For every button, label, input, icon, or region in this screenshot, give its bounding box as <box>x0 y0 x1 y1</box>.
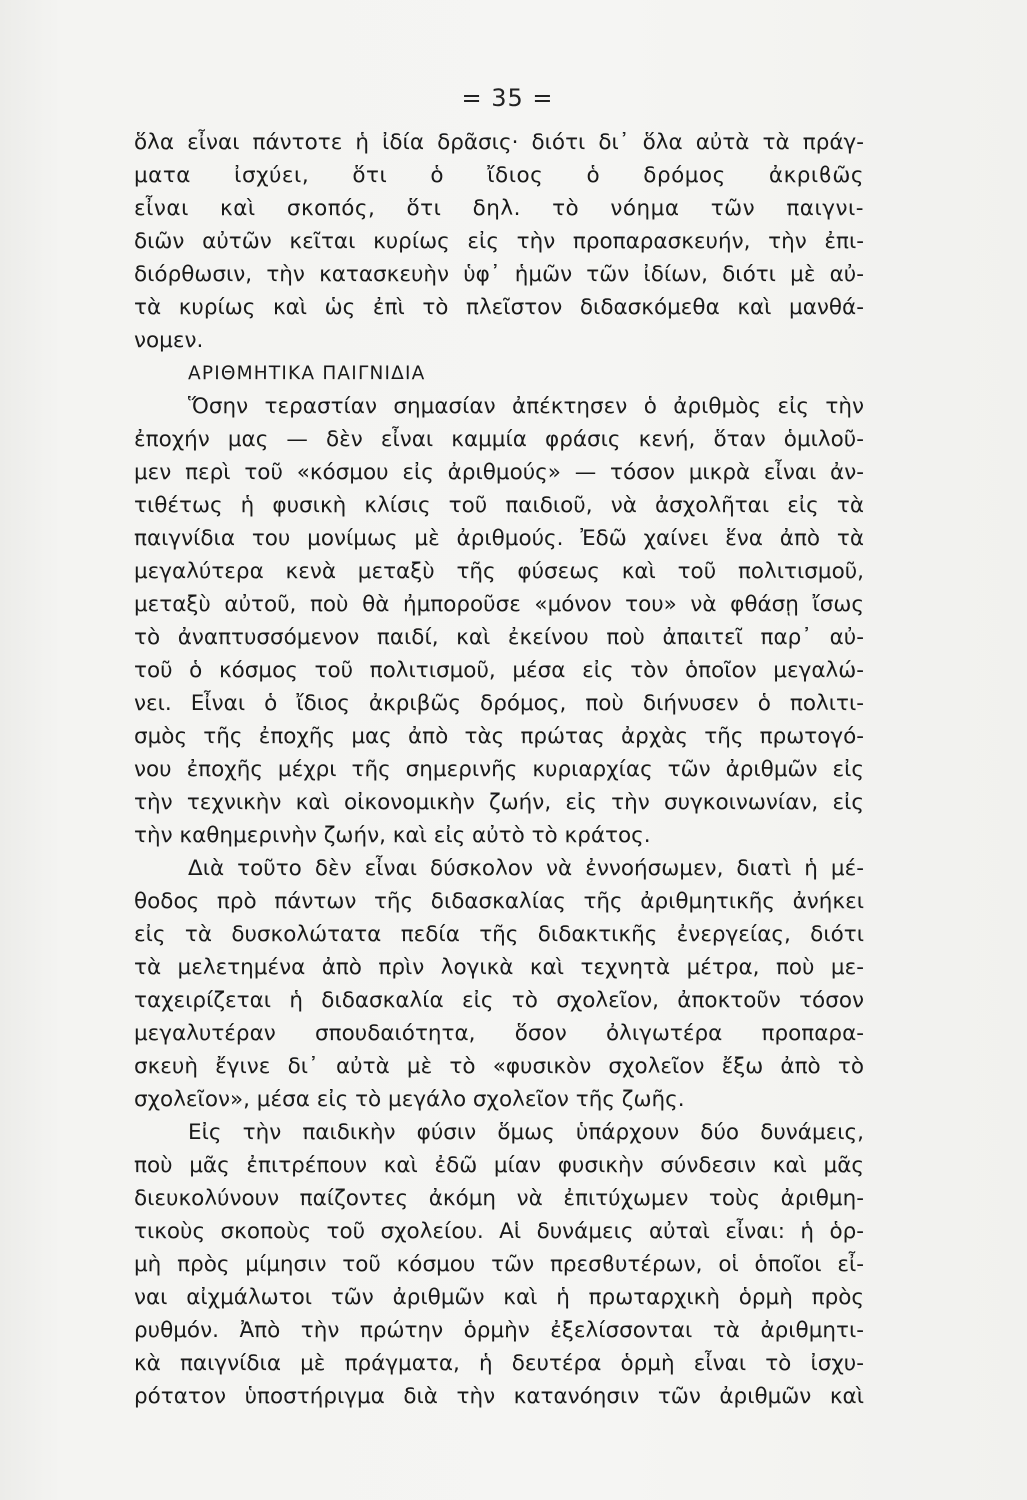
text-line: νου ἐποχῆς μέχρι τῆς σημερινῆς κυριαρχίας τῶν ἀριθμῶν εἰς <box>134 757 864 782</box>
text-line: τιθέτως ἡ φυσικὴ κλίσις τοῦ παιδιοῦ, νὰ ἀσχολῆται εἰς τὰ <box>134 493 864 518</box>
text-line: παιγνίδια του μονίμως μὲ ἀριθμούς. Ἐδῶ χαίνει ἕνα ἀπὸ τὰ <box>134 526 864 551</box>
text-line: σκευὴ ἔγινε δι᾽ αὐτὰ μὲ τὸ «φυσικὸν σχολεῖον ἔξω ἀπὸ τὸ <box>134 1054 864 1079</box>
text-line: διῶν αὐτῶν κεῖται κυρίως εἰς τὴν προπαρασκευήν, τὴν ἐπι- <box>134 229 864 254</box>
section-heading: ΑΡΙΘΜΗΤΙΚΑ ΠΑΙΓΝΙΔΙΑ <box>188 363 426 384</box>
text-line: ματα ἰσχύει, ὅτι ὁ ἴδιος ὁ δρόμος ἀκριϐῶς <box>134 163 864 188</box>
text-line: ρυθμόν. Ἀπὸ τὴν πρώτην ὁρμὴν ἐξελίσσονται τὰ ἀριθμητι- <box>134 1318 864 1343</box>
text-line: τὴν καθημερινὴν ζωήν, καὶ εἰς αὐτὸ τὸ κράτος. <box>134 823 651 848</box>
text-line: τὴν τεχνικὴν καὶ οἰκονομικὴν ζωήν, εἰς τὴν συγκοινωνίαν, εἰς <box>134 790 864 815</box>
text-line: Διὰ τοῦτο δὲν εἶναι δύσκολον νὰ ἐννοήσωμεν, διατὶ ἡ μέ- <box>188 856 864 881</box>
text-line: τὰ μελετημένα ἀπὸ πρὶν λογικὰ καὶ τεχνητὰ μέτρα, ποὺ με- <box>134 955 864 980</box>
text-line: εἶναι καὶ σκοπός, ὅτι δηλ. τὸ νόημα τῶν παιγνι- <box>134 196 864 221</box>
body-text <box>134 126 864 1413</box>
text-line: ἐποχήν μας — δὲν εἶναι καμμία φράσις κενή, ὅταν ὁμιλοῦ- <box>134 427 864 452</box>
text-line: σχολεῖον», μέσα εἰς τὸ μεγάλο σχολεῖον τῆς ζωῆς. <box>134 1087 685 1112</box>
text-line: μεγαλύτερα κενὰ μεταξὺ τῆς φύσεως καὶ τοῦ πολιτισμοῦ, <box>134 559 864 584</box>
text-line: κὰ παιγνίδια μὲ πράγματα, ἡ δευτέρα ὁρμὴ εἶναι τὸ ἰσχυ- <box>134 1351 864 1376</box>
text-line: μεγαλυτέραν σπουδαιότητα, ὅσον ὀλιγωτέρα προπαρα- <box>134 1021 864 1046</box>
text-line: τικοὺς σκοποὺς τοῦ σχολείου. Αἱ δυνάμεις αὐταὶ εἶναι: ἡ ὁρ- <box>134 1219 864 1244</box>
text-line: νει. Εἶναι ὁ ἴδιος ἀκριβῶς δρόμος, ποὺ διήνυσεν ὁ πολιτι- <box>134 691 864 716</box>
page-number: = 35 = <box>461 84 554 112</box>
text-line: τὸ ἀναπτυσσόμενον παιδί, καὶ ἐκείνου ποὺ ἀπαιτεῖ παρ᾽ αὐ- <box>134 625 864 650</box>
text-line: Ὅσην τεραστίαν σημασίαν ἀπέκτησεν ὁ ἀριθμὸς εἰς τὴν <box>188 394 864 419</box>
text-line: σμὸς τῆς ἐποχῆς μας ἀπὸ τὰς πρώτας ἀρχὰς τῆς πρωτογό- <box>134 724 864 749</box>
text-line: διόρθωσιν, τὴν κατασκευὴν ὑφ᾽ ἡμῶν τῶν ἰδίων, διότι μὲ αὐ- <box>134 262 864 287</box>
text-line: ναι αἰχμάλωτοι τῶν ἀριθμῶν καὶ ἡ πρωταρχικὴ ὁρμὴ πρὸς <box>134 1285 864 1310</box>
text-line: ταχειρίζεται ἡ διδασκαλία εἰς τὸ σχολεῖον, ἀποκτοῦν τόσον <box>134 988 864 1013</box>
text-line: εἰς τὰ δυσκολώτατα πεδία τῆς διδακτικῆς ἐνεργείας, διότι <box>134 922 864 947</box>
text-line: Εἰς τὴν παιδικὴν φύσιν ὅμως ὑπάρχουν δύο δυνάμεις, <box>188 1120 864 1145</box>
text-line: ρότατον ὑποστήριγμα διὰ τὴν κατανόησιν τῶν ἀριθμῶν καὶ <box>134 1384 864 1409</box>
text-line: νομεν. <box>134 328 204 353</box>
text-line: μεταξὺ αὐτοῦ, ποὺ θὰ ἠμποροῦσε «μόνον του» νὰ φθάσῃ ἴσως <box>134 592 864 617</box>
text-line: ὅλα εἶναι πάντοτε ἡ ἰδία δρᾶσις· διότι δι᾽ ὅλα αὐτὰ τὰ πράγ- <box>134 130 864 155</box>
text-line: ποὺ μᾶς ἐπιτρέπουν καὶ ἐδῶ μίαν φυσικὴν σύνδεσιν καὶ μᾶς <box>134 1153 864 1178</box>
text-line: τοῦ ὁ κόσμος τοῦ πολιτισμοῦ, μέσα εἰς τὸν ὁποῖον μεγαλώ- <box>134 658 864 683</box>
text-line: τὰ κυρίως καὶ ὡς ἐπὶ τὸ πλεῖστον διδασκόμεθα καὶ μανθά- <box>134 295 864 320</box>
text-line: διευκολύνουν παίζοντες ἀκόμη νὰ ἐπιτύχωμεν τοὺς ἀριθμη- <box>134 1186 864 1211</box>
text-line: θοδος πρὸ πάντων τῆς διδασκαλίας τῆς ἀριθμητικῆς ἀνήκει <box>134 889 864 914</box>
text-line: μὴ πρὸς μίμησιν τοῦ κόσμου τῶν πρεσϐυτέρων, οἱ ὁποῖοι εἶ- <box>134 1252 864 1277</box>
text-line: μεν περὶ τοῦ «κόσμου εἰς ἀριθμούς» — τόσον μικρὰ εἶναι ἀν- <box>134 460 864 485</box>
